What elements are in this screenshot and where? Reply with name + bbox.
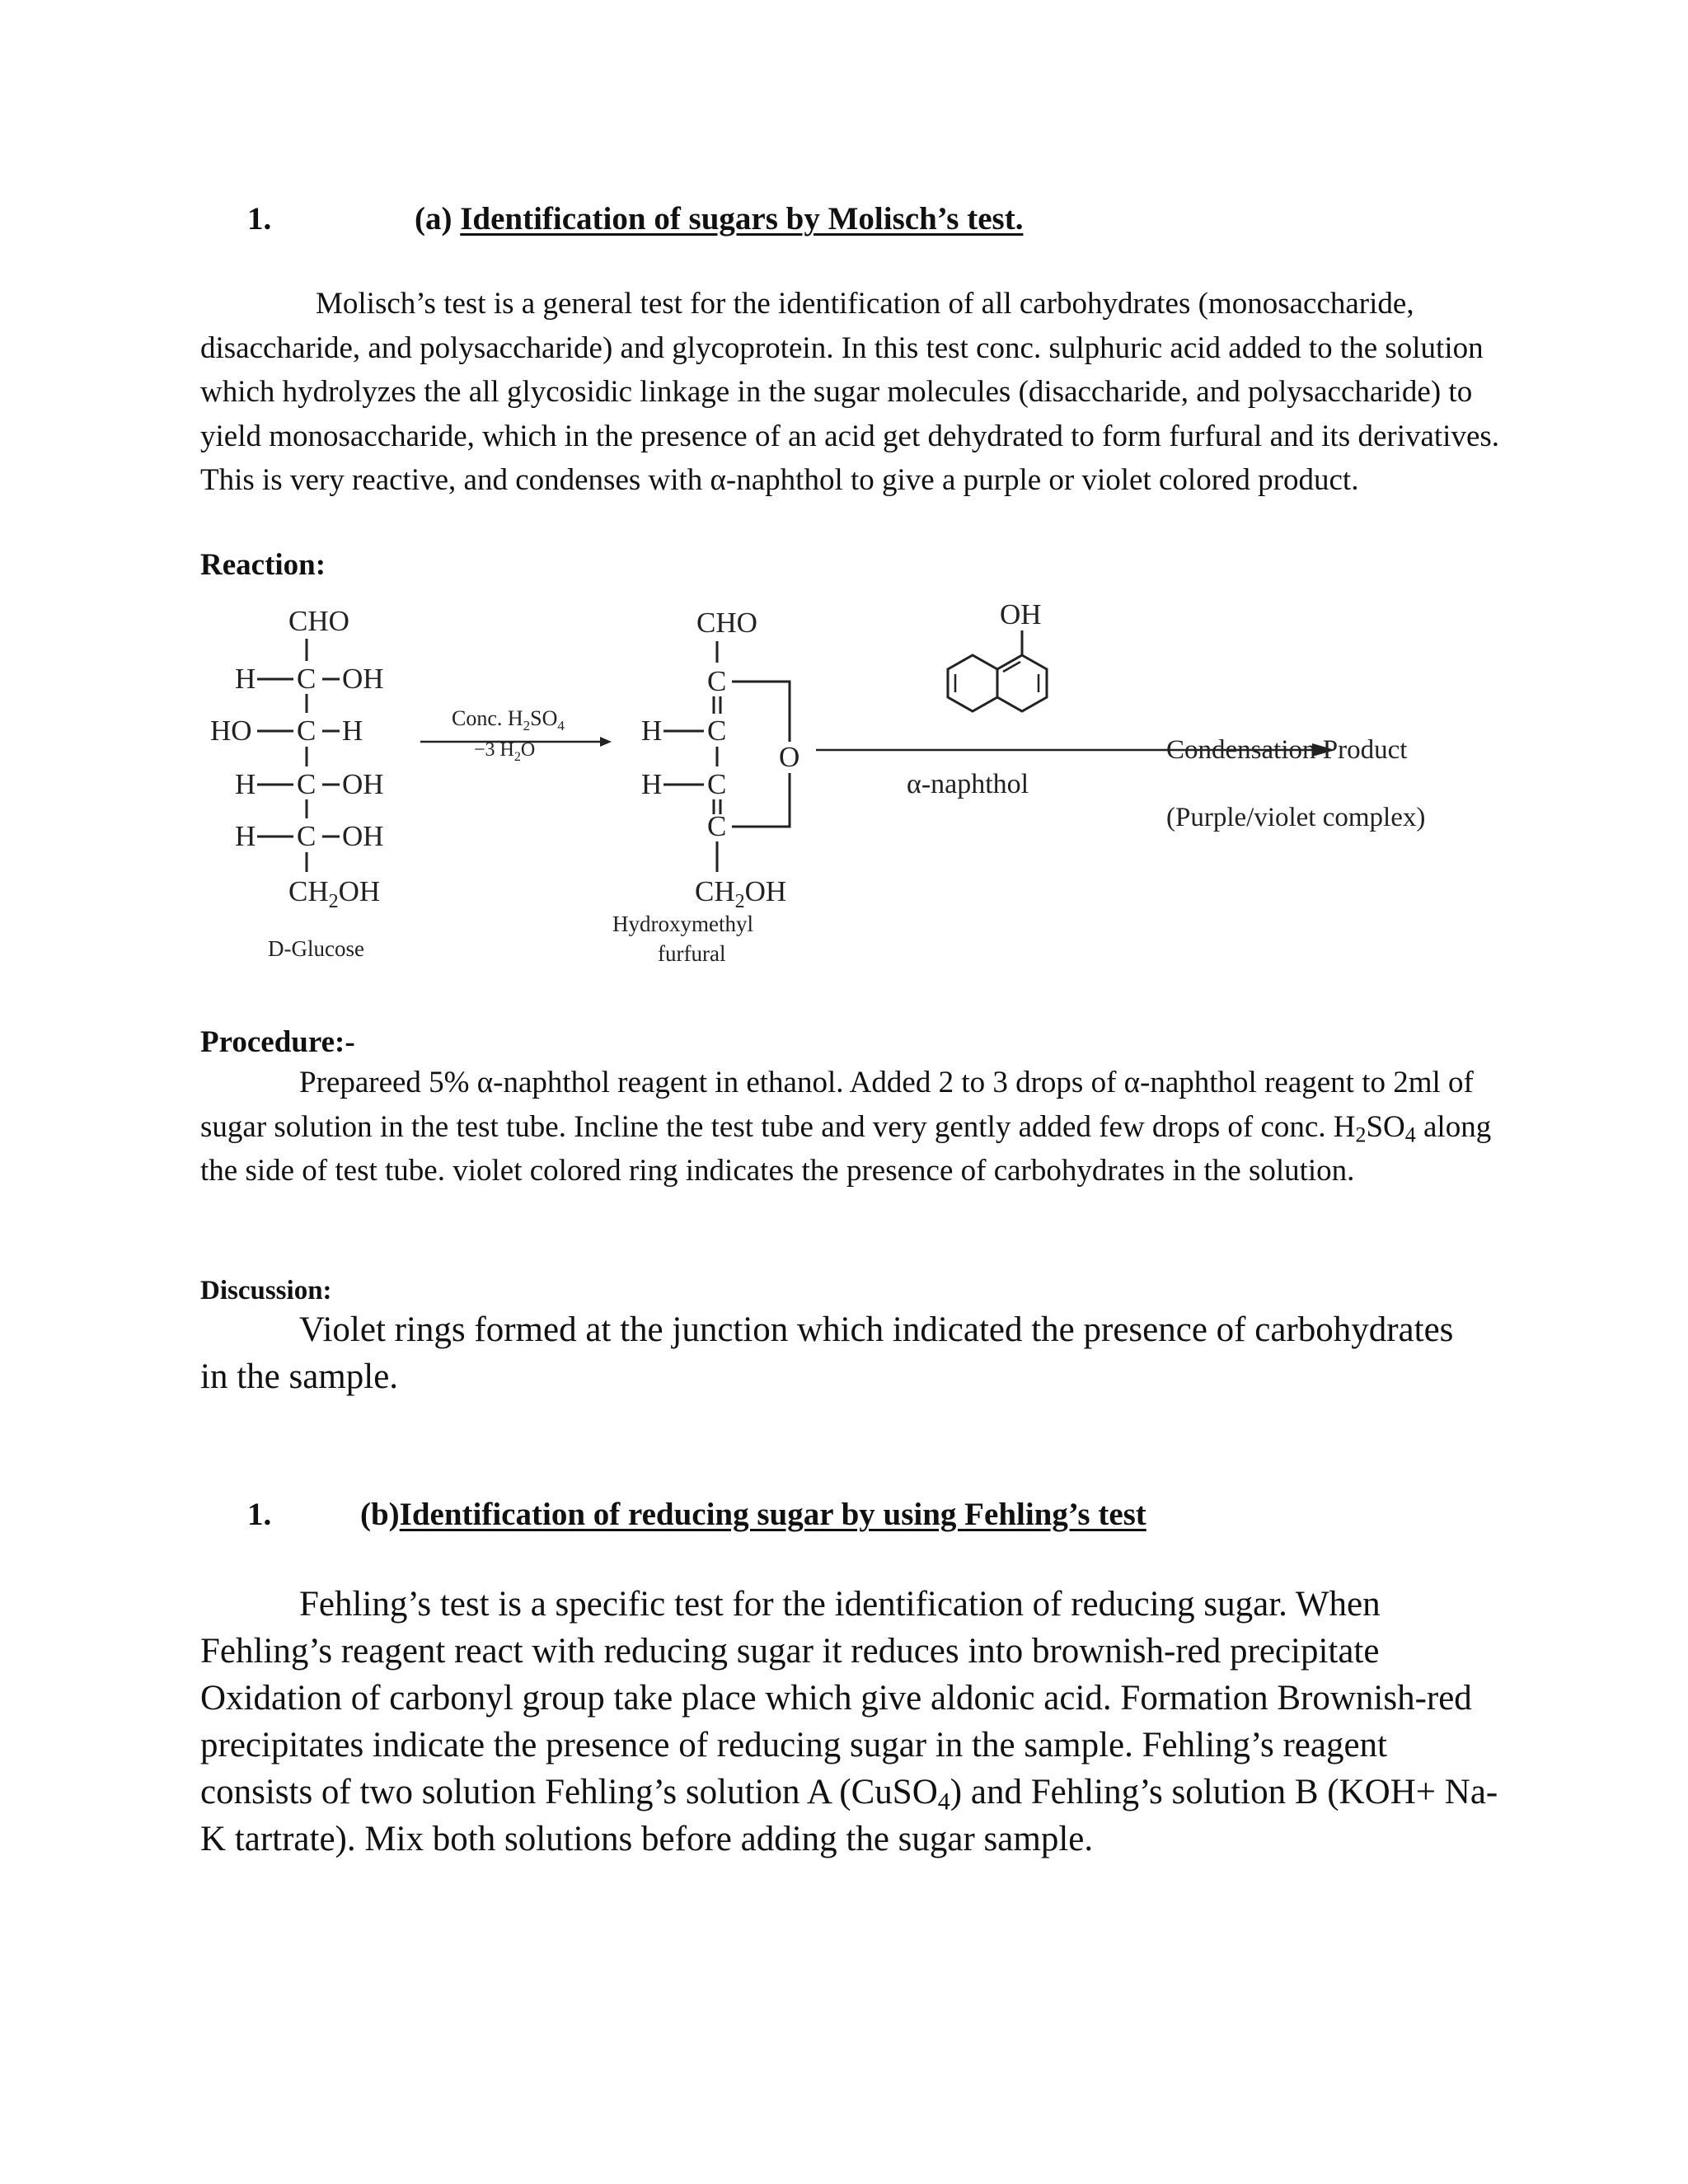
procedure-label: Procedure:- xyxy=(200,1025,355,1059)
section-a-number: 1. xyxy=(247,201,272,237)
naphthol-oh: OH xyxy=(1000,598,1042,630)
reaction-label: Reaction: xyxy=(200,548,326,582)
glucose-cho: CHO xyxy=(288,605,349,637)
section-a-heading xyxy=(415,200,1023,237)
product-line1: Condensation Product xyxy=(1166,735,1408,765)
glucose-name: D-Glucose xyxy=(268,936,364,961)
section-b-intro: Fehling’s test is a specific test for the identification of reducing sugar. When Fehling’s reagent react with reducing sugar it reduces into brownish-red precipitate Oxidation of carbonyl group take place which give aldonic acid. Formation Brownish-red precipitates indicate the presence of reducing sugar in the sample. Fehling’s reagent consists of two solution Fehling’s solution A (CuSO$_4$) and Fehling’s solution B (KOH+ Na-K tartrate). Mix both solutions before adding the sugar sample. xyxy=(200,1585,1498,1858)
hmf-c3: C xyxy=(707,768,727,800)
section-b-title: Identification of reducing sugar by using Fehling’s test xyxy=(399,1497,1146,1532)
glucose-c1: C xyxy=(297,663,316,695)
hmf-structure xyxy=(612,607,799,966)
hmf-c1: C xyxy=(707,665,727,697)
hmf-name-line2: furfural xyxy=(658,941,726,966)
hmf-name-line1: Hydroxymethyl xyxy=(612,912,753,936)
section-a-prefix: (a) xyxy=(415,201,461,237)
naphthol-name: α-naphthol xyxy=(907,769,1029,799)
hmf-h1: H xyxy=(641,715,663,747)
glucose-r3-left: H xyxy=(235,768,256,800)
hmf-ring-oxygen: O xyxy=(779,741,800,773)
glucose-ch2oh: $CH_2OH$ xyxy=(288,875,381,912)
glucose-c4: C xyxy=(297,820,316,852)
hmf-cho: CHO xyxy=(696,607,757,639)
section-a-title: Identification of sugars by Molisch’s test. xyxy=(460,201,1024,237)
molisch-reaction-diagram xyxy=(190,593,1525,989)
glucose-r4-right: OH xyxy=(342,820,384,852)
glucose-c3: C xyxy=(297,768,316,800)
section-a-intro: Molisch’s test is a general test for the identification of all carbohydrates (monosaccharide, disaccharide, and polysaccharide) and glycoprotein. In this test conc. sulphuric acid added to the solution which hydrolyzes the all glycosidic linkage in the sugar molecules (disaccharide, and polysaccharide) to yield monosaccharide, which in the presence of an acid get dehydrated to form furfural and its derivatives. This is very reactive, and condenses with α-naphthol to give a purple or violet colored product. xyxy=(200,287,1500,497)
hmf-c2: C xyxy=(707,715,727,747)
section-b-number: 1. xyxy=(247,1497,272,1532)
d-glucose-structure xyxy=(210,605,384,961)
section-b-prefix: (b) xyxy=(360,1497,400,1532)
product-line2: (Purple/violet complex) xyxy=(1166,803,1426,832)
glucose-r1-left: H xyxy=(235,663,256,695)
glucose-r1-right: OH xyxy=(342,663,384,695)
hmf-c4: C xyxy=(707,810,727,842)
glucose-c2: C xyxy=(297,715,316,747)
alpha-naphthol-structure xyxy=(907,598,1047,799)
discussion-text: Violet rings formed at the junction which indicated the presence of carbohydrates in the sample. xyxy=(200,1310,1454,1396)
glucose-r4-left: H xyxy=(235,820,256,852)
hmf-h2: H xyxy=(641,768,663,800)
section-b-heading xyxy=(360,1496,1146,1533)
glucose-r2-right: H xyxy=(342,715,363,747)
hmf-ch2oh: $CH_2OH$ xyxy=(695,875,787,912)
conc-h2so4-arrow xyxy=(420,706,612,764)
glucose-r2-left: HO xyxy=(210,715,252,747)
procedure-text: Prepareed 5% α-naphthol reagent in ethanol. Added 2 to 3 drops of α-naphthol reagent to 2ml of sugar solution in the test tube. Incline the test tube and very gently added few drops of conc. $H_2SO_4$ along the side of test tube. violet colored ring indicates the presence of carbohydrates in the solution. xyxy=(200,1066,1492,1188)
discussion-label: Discussion: xyxy=(200,1276,332,1305)
arrow1-below: −3 $H_2O$ xyxy=(474,739,536,764)
arrow1-above: Conc. $H_2SO_4$ xyxy=(452,706,565,733)
glucose-r3-right: OH xyxy=(342,768,384,800)
